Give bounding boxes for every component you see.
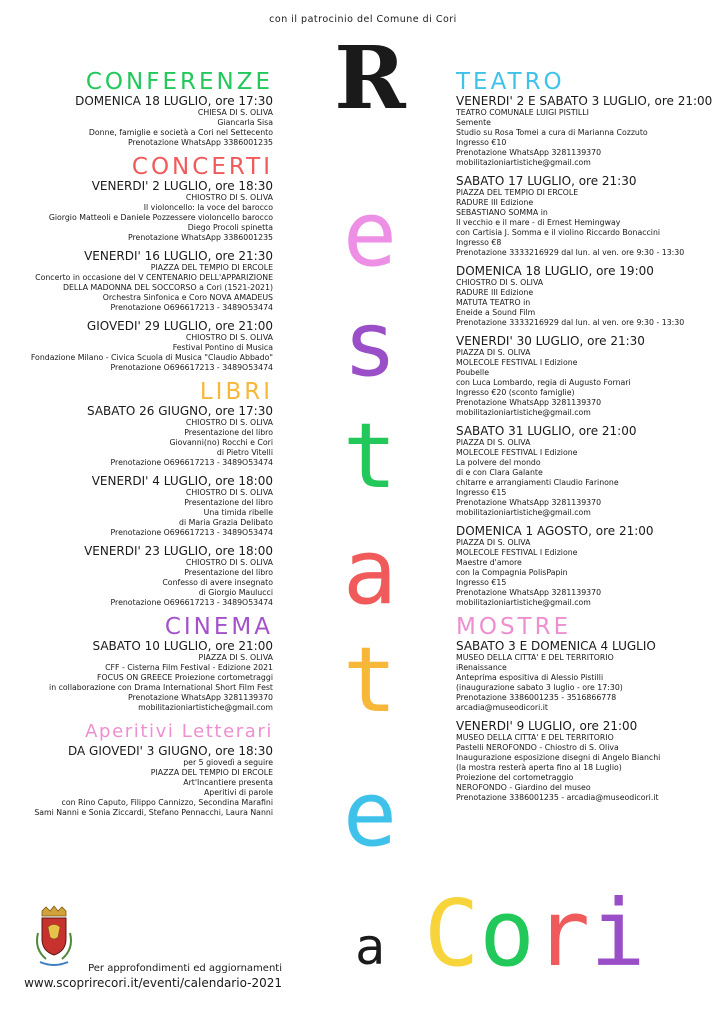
section-title-teatro: TEATRO [456, 69, 565, 95]
event-date: DA GIOVEDI' 3 GIUGNO, ore 18:30 [67, 744, 273, 758]
event-detail: in collaborazione con Drama International Short Film Fest [49, 683, 273, 692]
event-detail: CHIOSTRO DI S. OLIVA [185, 488, 273, 497]
event-detail: Prenotazione 3333216929 dal lun. al ven. ore 9:30 - 13:30 [456, 318, 685, 327]
event-mostre [456, 720, 718, 803]
event-detail: per 5 giovedì a seguire [183, 758, 273, 767]
event-detail: di Giorgio Maulucci [198, 588, 273, 597]
cori-letter-r: r [534, 880, 591, 987]
event-concerti [20, 320, 273, 373]
event-detail: Il vecchio e il mare - di Ernest Hemingway [456, 218, 621, 227]
event-detail: Prenotazione WhatsApp 3386001235 [127, 233, 273, 242]
event-detail: Prenotazione WhatsApp 3386001235 [127, 138, 273, 147]
section-title-concerti: CONCERTI [131, 154, 273, 180]
event-detail: (inaugurazione sabato 3 luglio - ore 17:30) [456, 683, 623, 692]
event-date: DOMENICA 18 LUGLIO, ore 17:30 [75, 94, 273, 108]
event-date: SABATO 10 LUGLIO, ore 21:00 [92, 639, 273, 653]
event-teatro [456, 175, 718, 258]
event-date: VENERDI' 4 LUGLIO, ore 18:00 [91, 474, 273, 488]
word-a: a [354, 918, 386, 976]
event-date: DOMENICA 18 LUGLIO, ore 19:00 [456, 264, 654, 278]
right-column [456, 70, 718, 803]
event-detail: Anteprima espositiva di Alessio Pistilli [456, 673, 604, 682]
event-concerti [20, 250, 273, 313]
event-detail: Donne, famiglie e società a Cori nel Settecento [88, 128, 273, 137]
event-detail: FOCUS ON GREECE Proiezione cortometraggi [97, 673, 273, 682]
event-libri [20, 405, 273, 468]
event-detail: Ingresso €10 [456, 138, 507, 147]
event-detail: RADURE III Edizione [456, 198, 534, 207]
event-aperitivi [20, 745, 273, 818]
event-detail: Giovanni(no) Rocchi e Cori [169, 438, 273, 447]
event-detail: PIAZZA DEL TEMPIO DI ERCOLE [456, 188, 579, 197]
event-detail: MOLECOLE FESTIVAL I Edizione [456, 548, 578, 557]
event-detail: CHIOSTRO DI S. OLIVA [185, 558, 273, 567]
event-date: VENERDI' 30 LUGLIO, ore 21:30 [456, 334, 645, 348]
footer-url[interactable]: www.scoprirecori.it/eventi/calendario-2021 [24, 976, 282, 990]
event-detail: di e con Clara Galante [456, 468, 543, 477]
event-detail: Sami Nanni e Sonia Ziccardi, Stefano Pennacchi, Laura Nanni [34, 808, 273, 817]
event-detail: CHIOSTRO DI S. OLIVA [185, 193, 273, 202]
event-detail: Prenotazione O696617213 - 3489O53474 [110, 303, 273, 312]
event-detail: Studio su Rosa Tomei a cura di Marianna Cozzuto [456, 128, 648, 137]
event-detail: Prenotazione O696617213 - 3489O53474 [110, 528, 273, 537]
big-letter-s-2: s [342, 292, 398, 397]
event-date: GIOVEDI' 29 LUGLIO, ore 21:00 [86, 319, 273, 333]
event-detail: con Rino Caputo, Filippo Cannizzo, Secondina Marafini [61, 798, 273, 807]
big-letter-e-6: e [342, 762, 398, 867]
event-detail: con Cartisia J. Somma e il violino Riccardo Bonaccini [456, 228, 661, 237]
event-detail: SEBASTIANO SOMMA in [456, 208, 548, 217]
event-detail: Poubelle [456, 368, 490, 377]
event-detail: mobilitazioniartistiche@gmail.com [456, 408, 591, 417]
event-date: SABATO 17 LUGLIO, ore 21:30 [456, 174, 637, 188]
event-detail: Prenotazione 3386001235 - 3516866778 [456, 693, 617, 702]
event-detail: La polvere del mondo [456, 458, 541, 467]
cori-letter-i: i [590, 880, 646, 987]
big-letter-t-3: t [342, 404, 398, 509]
event-detail: Prenotazione WhatsApp 3281139370 [127, 693, 273, 702]
event-detail: NEROFONDO - Giardino del museo [456, 783, 591, 792]
event-detail: Proiezione del cortometraggio [456, 773, 574, 782]
event-detail: Semente [456, 118, 491, 127]
event-detail: chitarre e arrangiamenti Claudio Farinone [456, 478, 619, 487]
event-detail: PIAZZA DI S. OLIVA [198, 653, 273, 662]
event-detail: PIAZZA DI S. OLIVA [456, 538, 531, 547]
event-detail: Diego Procoli spinetta [187, 223, 273, 232]
event-detail: Prenotazione WhatsApp 3281139370 [456, 398, 602, 407]
event-detail: Prenotazione 3386001235 - arcadia@museodicori.it [456, 793, 659, 802]
big-letter-t-5: t [342, 628, 398, 733]
event-detail: Presentazione del libro [184, 428, 273, 437]
event-detail: Ingresso €20 (sconto famiglie) [456, 388, 575, 397]
event-detail: Orchestra Sinfonica e Coro NOVA AMADEUS [102, 293, 273, 302]
event-detail: Concerto in occasione del V CENTENARIO DELL'APPARIZIONE [35, 273, 273, 282]
event-detail: CHIESA DI S. OLIVA [197, 108, 273, 117]
event-detail: Fondazione Milano - Civica Scuola di Musica "Claudio Abbado" [30, 353, 273, 362]
event-detail: CHIOSTRO DI S. OLIVA [185, 418, 273, 427]
event-detail: Il violoncello: la voce del barocco [143, 203, 273, 212]
event-detail: MATUTA TEATRO in [456, 298, 531, 307]
event-detail: (la mostra resterà aperta fino al 18 Luglio) [456, 763, 622, 772]
event-detail: MUSEO DELLA CITTA' E DEL TERRITORIO [456, 653, 614, 662]
event-detail: Festival Pontino di Musica [172, 343, 273, 352]
event-libri [20, 475, 273, 538]
event-detail: di Maria Grazia Delibato [179, 518, 273, 527]
event-detail: mobilitazioniartistiche@gmail.com [456, 598, 591, 607]
cori-letter-o: o [479, 880, 535, 987]
patronage-line: con il patrocinio del Comune di Cori [269, 14, 457, 25]
event-date: SABATO 3 E DOMENICA 4 LUGLIO [456, 639, 656, 653]
footer-text: Per approfondimenti ed aggiornamenti [88, 963, 282, 974]
event-detail: con Luca Lombardo, regia di Augusto Fornari [456, 378, 631, 387]
cori-word [424, 880, 646, 987]
event-teatro [456, 95, 718, 168]
event-detail: Prenotazione WhatsApp 3281139370 [456, 498, 602, 507]
event-detail: Aperitivi di parole [203, 788, 273, 797]
event-detail: Una timida ribelle [203, 508, 273, 517]
event-date: VENERDI' 2 E SABATO 3 LUGLIO, ore 21:00 [456, 94, 713, 108]
event-cinema [20, 640, 273, 713]
big-letter-e-1: e [342, 182, 398, 287]
event-detail: mobilitazioniartistiche@gmail.com [456, 508, 591, 517]
event-detail: arcadia@museodicori.it [456, 703, 548, 712]
event-detail: mobilitazioniartistiche@gmail.com [456, 158, 591, 167]
event-detail: Prenotazione O696617213 - 3489O53474 [110, 458, 273, 467]
event-detail: PIAZZA DEL TEMPIO DI ERCOLE [150, 263, 273, 272]
event-detail: Prenotazione WhatsApp 3281139370 [456, 588, 602, 597]
big-letter-a-4: a [342, 520, 398, 625]
event-detail: mobilitazioniartistiche@gmail.com [138, 703, 273, 712]
event-teatro [456, 525, 718, 608]
event-concerti [20, 180, 273, 243]
event-detail: Prenotazione O696617213 - 3489O53474 [110, 598, 273, 607]
big-letter-r: R [334, 28, 406, 129]
event-date: SABATO 26 GIUGNO, ore 17:30 [87, 404, 273, 418]
event-detail: PIAZZA DEL TEMPIO DI ERCOLE [150, 768, 273, 777]
event-detail: Presentazione del libro [184, 568, 273, 577]
section-title-aperitivi: Aperitivi Letterari [85, 721, 273, 742]
cori-letter-c: C [424, 880, 480, 987]
event-teatro [456, 335, 718, 418]
event-detail: RADURE III Edizione [456, 288, 534, 297]
event-mostre [456, 640, 718, 713]
left-column [20, 70, 273, 818]
event-detail: MUSEO DELLA CITTA' E DEL TERRITORIO [456, 733, 614, 742]
event-libri [20, 545, 273, 608]
event-detail: CHIOSTRO DI S. OLIVA [185, 333, 273, 342]
event-detail: Giancarla Sisa [217, 118, 273, 127]
event-detail: Ingresso €15 [456, 578, 507, 587]
event-detail: di Pietro Vitelli [216, 448, 273, 457]
event-detail: Prenotazione O696617213 - 3489O53474 [110, 363, 273, 372]
event-date: SABATO 31 LUGLIO, ore 21:00 [456, 424, 637, 438]
event-detail: MOLECOLE FESTIVAL I Edizione [456, 448, 578, 457]
event-conferenze [20, 95, 273, 148]
event-date: DOMENICA 1 AGOSTO, ore 21:00 [456, 524, 654, 538]
event-teatro [456, 425, 718, 518]
event-detail: Ingresso €15 [456, 488, 507, 497]
event-detail: MOLECOLE FESTIVAL I Edizione [456, 358, 578, 367]
event-detail: Art'Incantiere presenta [183, 778, 273, 787]
event-teatro [456, 265, 718, 328]
event-date: VENERDI' 23 LUGLIO, ore 18:00 [84, 544, 273, 558]
section-title-cinema: CINEMA [164, 614, 273, 640]
event-detail: PIAZZA DI S. OLIVA [456, 438, 531, 447]
event-date: VENERDI' 16 LUGLIO, ore 21:30 [84, 249, 273, 263]
section-title-conferenze: CONFERENZE [85, 69, 273, 95]
event-detail: Eneide a Sound Film [456, 308, 536, 317]
event-detail: con la Compagnia PolisPapin [456, 568, 568, 577]
event-date: VENERDI' 9 LUGLIO, ore 21:00 [456, 719, 638, 733]
event-detail: Prenotazione WhatsApp 3281139370 [456, 148, 602, 157]
event-detail: DELLA MADONNA DEL SOCCORSO a Cori (1521-2021) [62, 283, 273, 292]
event-detail: Giorgio Matteoli e Daniele Pozzessere violoncello barocco [48, 213, 273, 222]
event-detail: Presentazione del libro [184, 498, 273, 507]
event-detail: Pastelli NEROFONDO - Chiostro di S. Oliva [456, 743, 619, 752]
event-detail: Confesso di avere insegnato [162, 578, 273, 587]
section-title-libri: LIBRI [199, 379, 273, 405]
event-detail: Ingresso €8 [456, 238, 502, 247]
event-detail: Maestre d'amore [456, 558, 522, 567]
event-detail: CHIOSTRO DI S. OLIVA [456, 278, 544, 287]
event-detail: iRenaissance [456, 663, 507, 672]
event-detail: TEATRO COMUNALE LUIGI PISTILLI [456, 108, 589, 117]
event-detail: Prenotazione 3333216929 dal lun. al ven. ore 9:30 - 13:30 [456, 248, 685, 257]
coat-of-arms-icon [30, 905, 78, 969]
event-date: VENERDI' 2 LUGLIO, ore 18:30 [91, 179, 273, 193]
event-detail: CFF - Cisterna Film Festival - Edizione 2021 [105, 663, 273, 672]
event-detail: Inaugurazione esposizione disegni di Angelo Bianchi [456, 753, 661, 762]
section-title-mostre: MOSTRE [456, 614, 572, 640]
event-detail: PIAZZA DI S. OLIVA [456, 348, 531, 357]
